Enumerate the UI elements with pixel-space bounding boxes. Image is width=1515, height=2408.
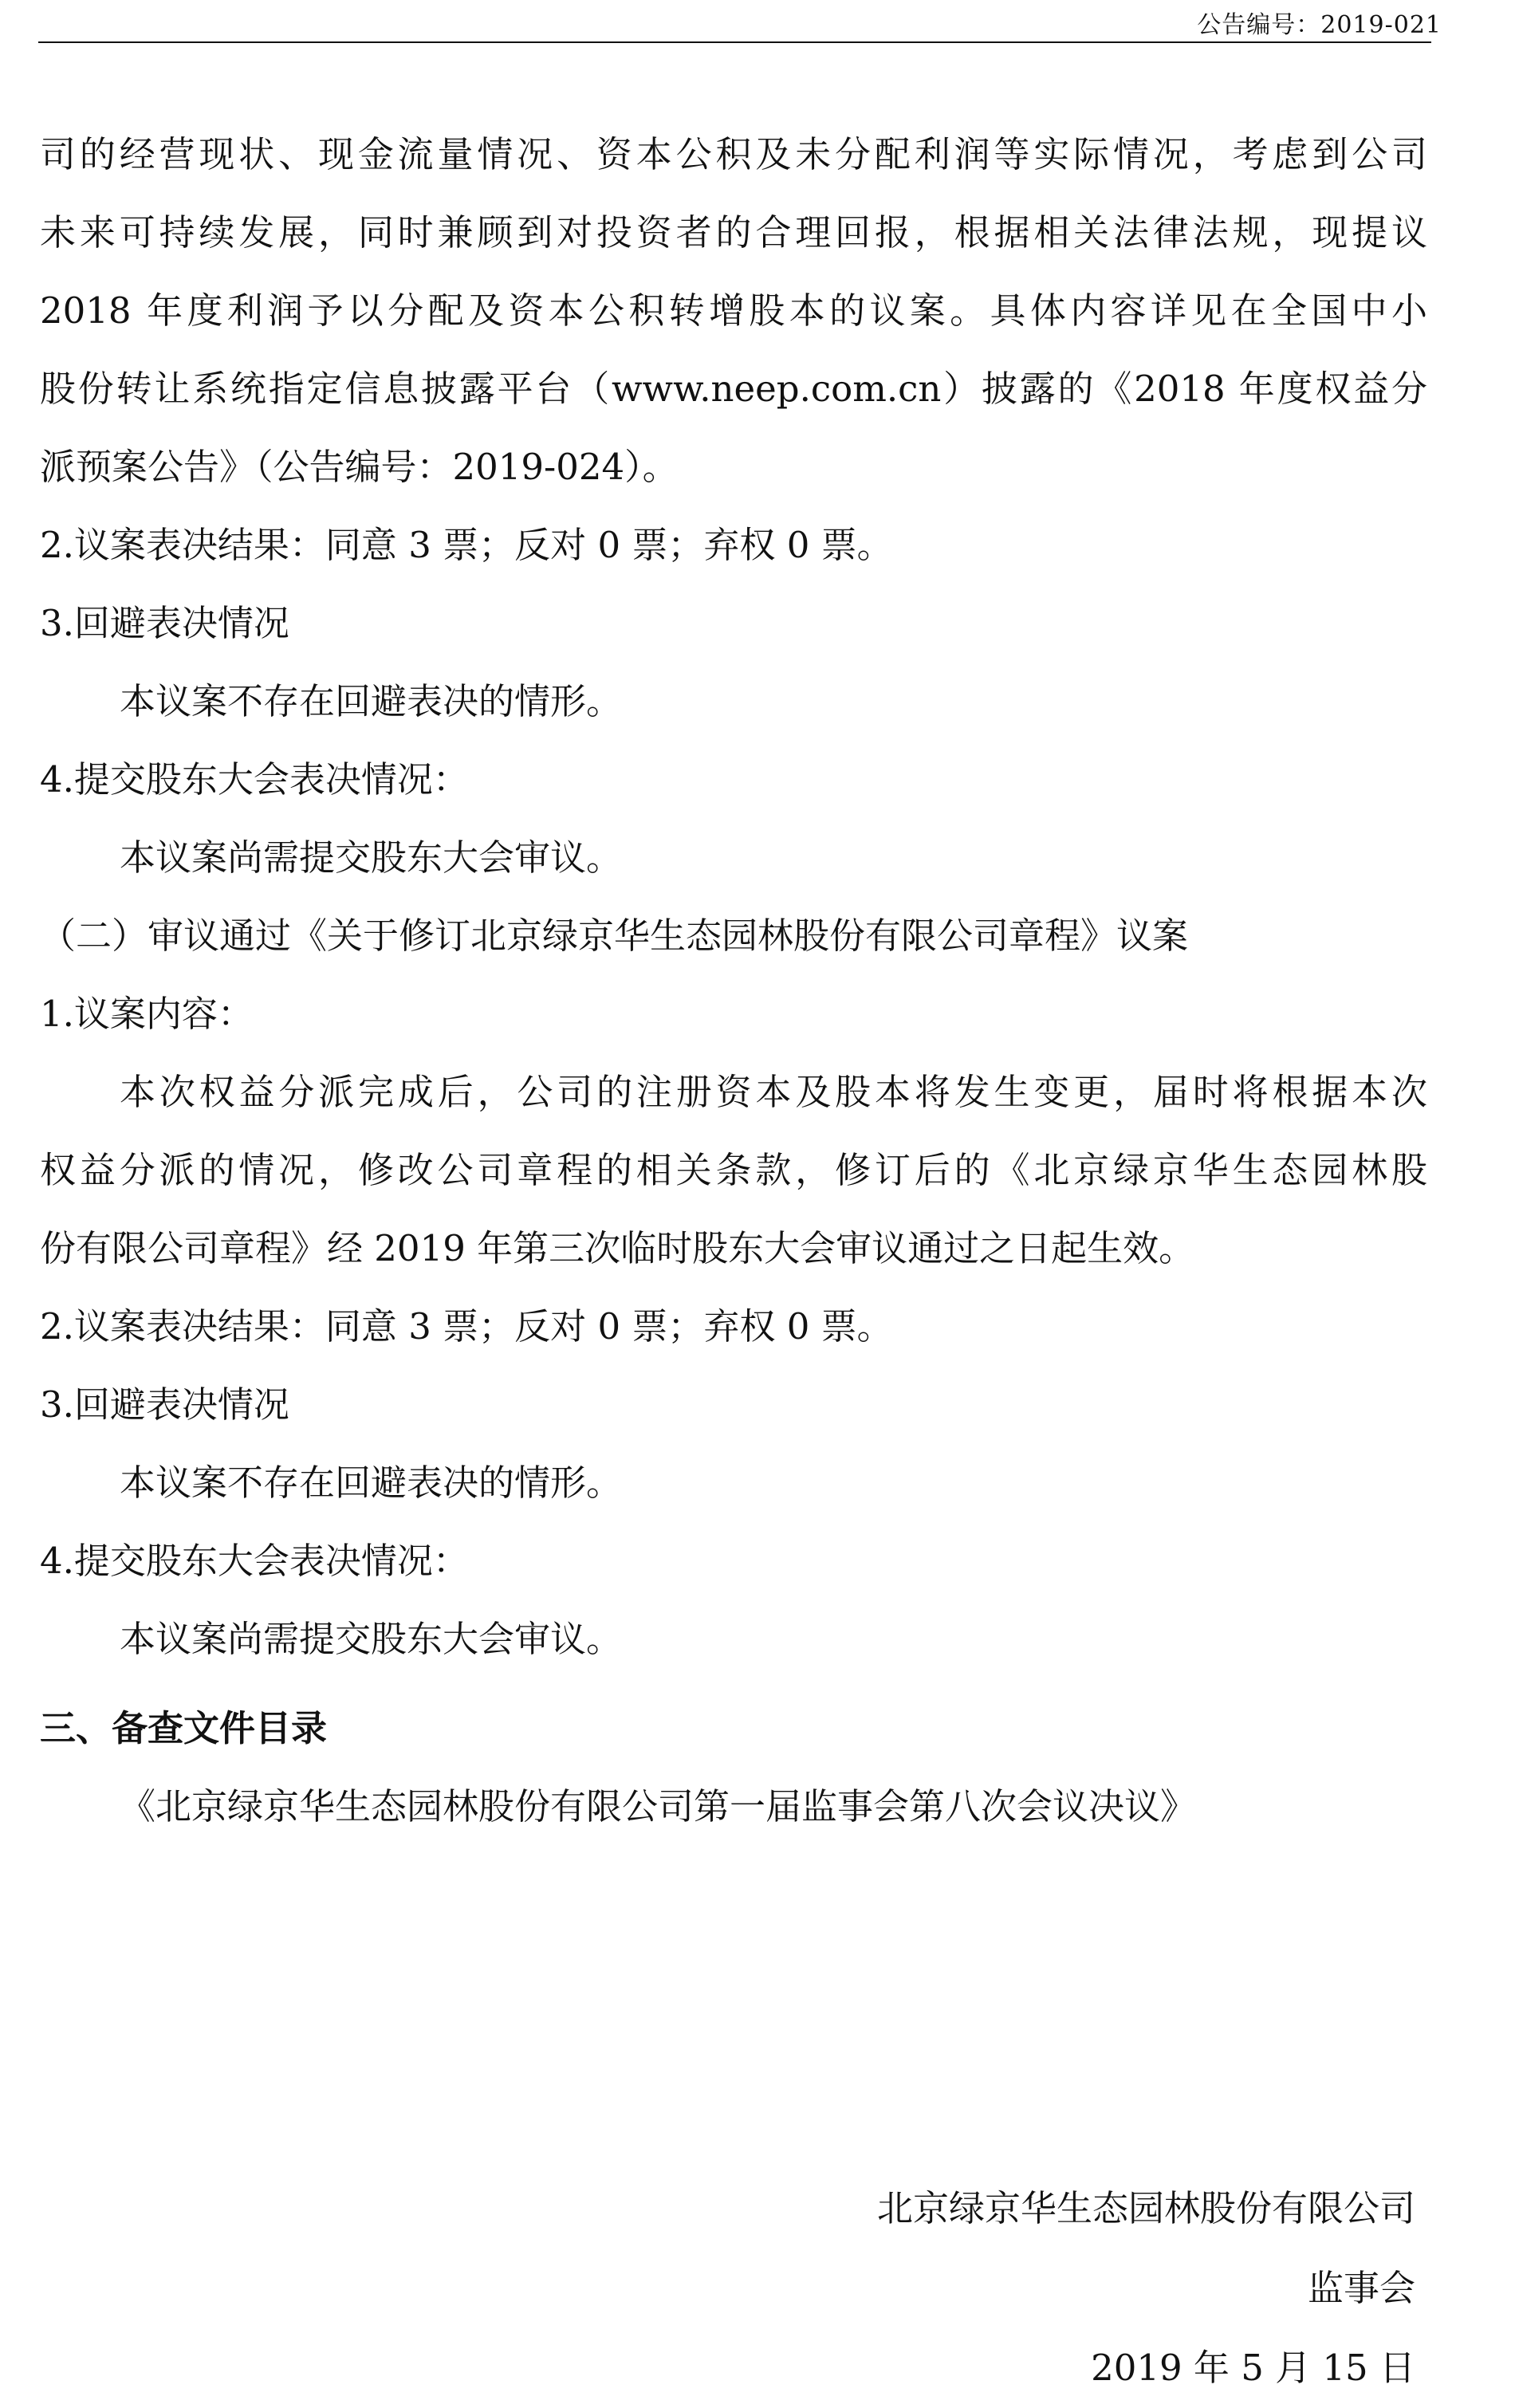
submission-text: 本议案尚需提交股东大会审议。: [120, 1618, 623, 1660]
document-body: [40, 116, 1427, 1846]
company-name: 北京绿京华生态园林股份有限公司: [876, 2187, 1415, 2229]
header-rule: [38, 41, 1431, 43]
vote-result: 2.议案表决结果：同意 3 票；反对 0 票；弃权 0 票。: [40, 524, 893, 566]
signoff: [877, 2169, 1415, 2408]
reference-document: 《北京绿京华生态园林股份有限公司第一届监事会第八次会议决议》: [120, 1785, 1197, 1828]
motion-content-title: 1.议案内容：: [40, 993, 254, 1035]
board-name: 监事会: [1307, 2267, 1415, 2309]
paragraph-line: 本次权益分派完成后，公司的注册资本及股本将发生变更，届时将根据本次: [120, 1071, 1427, 1113]
vote-result: 2.议案表决结果：同意 3 票；反对 0 票；弃权 0 票。: [40, 1305, 893, 1348]
submission-title: 4.提交股东大会表决情况：: [40, 758, 469, 801]
paragraph-line: 未来可持续发展，同时兼顾到对投资者的合理回报，根据相关法律法规，现提议: [40, 211, 1427, 254]
avoidance-title: 3.回避表决情况: [40, 1383, 289, 1426]
section-heading: 三、备查文件目录: [40, 1707, 328, 1749]
avoidance-text: 本议案不存在回避表决的情形。: [120, 1462, 623, 1504]
paragraph-line: 份有限公司章程》经 2019 年第三次临时股东大会审议通过之日起生效。: [40, 1227, 1195, 1269]
paragraph-line: 2018 年度利润予以分配及资本公积转增股本的议案。具体内容详见在全国中小: [40, 289, 1427, 332]
paragraph-line: 股份转让系统指定信息披露平台（www.neep.com.cn）披露的《2018 年度权益分: [40, 368, 1427, 410]
announcement-code: 公告编号：2019-021: [1197, 11, 1442, 39]
avoidance-title: 3.回避表决情况: [40, 602, 289, 644]
avoidance-text: 本议案不存在回避表决的情形。: [120, 680, 623, 722]
submission-text: 本议案尚需提交股东大会审议。: [120, 836, 623, 879]
paragraph-line: 权益分派的情况，修改公司章程的相关条款，修订后的《北京绿京华生态园林股: [40, 1149, 1427, 1191]
signoff-date: 2019 年 5 月 15 日: [1091, 2347, 1415, 2389]
submission-title: 4.提交股东大会表决情况：: [40, 1540, 469, 1582]
paragraph-line: 司的经营现状、现金流量情况、资本公积及未分配利润等实际情况，考虑到公司: [40, 133, 1427, 175]
motion-title: （二）审议通过《关于修订北京绿京华生态园林股份有限公司章程》议案: [40, 915, 1189, 957]
paragraph-line: 派预案公告》（公告编号：2019-024）。: [40, 446, 679, 488]
